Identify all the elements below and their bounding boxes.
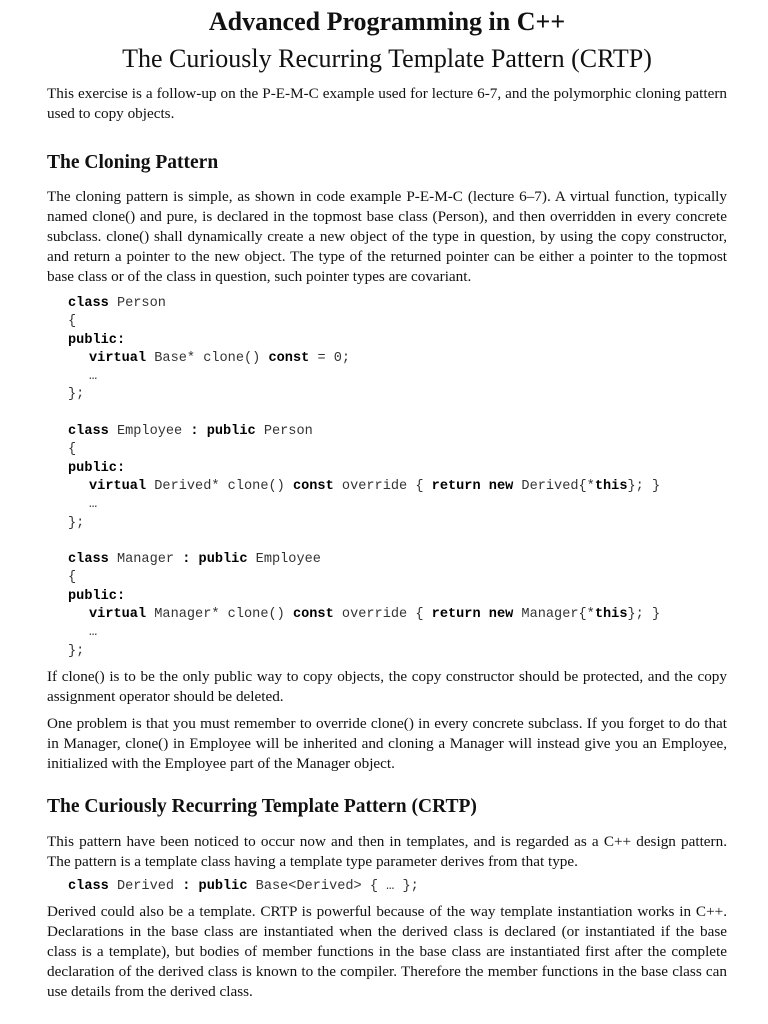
code-line: }; xyxy=(68,515,85,531)
code-line: … xyxy=(89,369,98,385)
code-line: class Person xyxy=(68,296,166,311)
code-line: … xyxy=(89,497,98,513)
code-line: { xyxy=(68,314,77,330)
crtp-heading: The Curiously Recurring Template Pattern (CRTP) xyxy=(47,795,477,817)
document-subtitle: The Curiously Recurring Template Pattern (CRTP) xyxy=(122,44,652,73)
cloning-code-block xyxy=(68,295,727,661)
code-line: … xyxy=(89,625,98,641)
code-line: public: xyxy=(68,332,126,348)
crtp-intro-paragraph: This pattern have been noticed to occur now and then in templates, and is regarded as a C++ design pattern. The pattern is a template class having a template type parameter derives from that type. xyxy=(47,832,727,870)
clone-protection-paragraph: If clone() is to be the only public way to copy objects, the copy constructor should be protected, and the copy assignment operator should be deleted. xyxy=(47,667,727,705)
code-line: }; xyxy=(68,387,85,403)
code-line: { xyxy=(68,442,77,458)
code-line: { xyxy=(68,570,77,586)
crtp-code-line: class Derived : public Base<Derived> { … }; xyxy=(68,878,419,894)
cloning-heading: The Cloning Pattern xyxy=(47,152,219,173)
code-line: public: xyxy=(68,460,126,476)
code-line: class Manager : public Employee xyxy=(68,552,321,568)
clone-problem-paragraph: One problem is that you must remember to override clone() in every concrete subclass. If you forget to do that in Manager, clone() in Employee will be inherited and cloning a Manager will instead give you an Employee, initialized with the Employee part of the Manager object. xyxy=(47,714,727,772)
crtp-explanation-paragraph: Derived could also be a template. CRTP is powerful because of the way template instantiation works in C++. Declarations in the base class are instantiated when the derived class is declared (or instantiated if the base class is a template), but bodies of member functions in the base class are instantiated first after the complete declaration of the derived class is known to the compiler. Therefore the member functions in the base class can use details from the derived class. xyxy=(47,903,727,1001)
document-page xyxy=(47,0,727,1002)
code-line: virtual Base* clone() const = 0; xyxy=(89,350,351,366)
code-line: virtual Derived* clone() const override { return new Derived{*this}; } xyxy=(89,478,661,494)
code-line: class Employee : public Person xyxy=(68,424,313,440)
document-title: Advanced Programming in C++ xyxy=(208,7,566,36)
code-line: virtual Manager* clone() const override { return new Manager{*this}; } xyxy=(89,607,661,623)
intro-paragraph: This exercise is a follow-up on the P-E-M-C example used for lecture 6-7, and the polymorphic cloning pattern used to copy objects. xyxy=(47,85,727,122)
cloning-paragraph: The cloning pattern is simple, as shown in code example P-E-M-C (lecture 6–7). A virtual function, typically named clone() and pure, is declared in the topmost base class (Person), and then overridden in every concrete subclass. clone() shall dynamically create a new object of the type in question, by using the copy constructor, and return a pointer to the new object. The type of the returned pointer can be either a pointer to the topmost base class or of the class in question, such pointer types are covariant. xyxy=(47,188,727,285)
code-line: }; xyxy=(68,643,85,659)
code-line: public: xyxy=(68,588,126,604)
